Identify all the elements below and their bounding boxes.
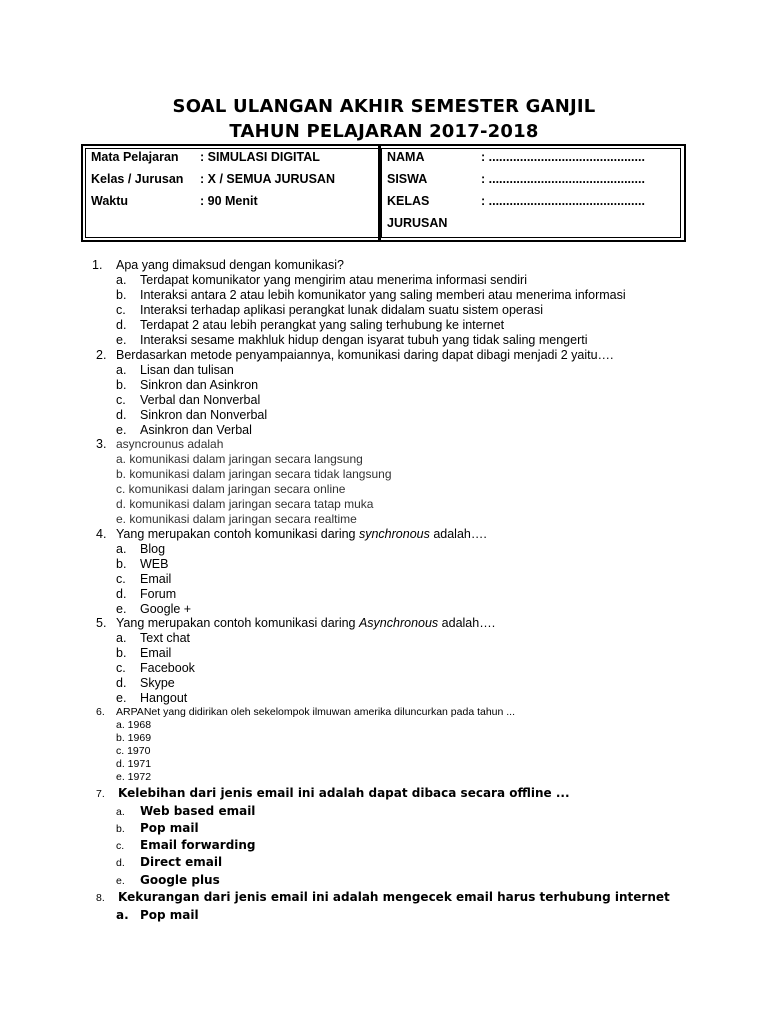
option-letter: e. [116,333,127,347]
page-subtitle: TAHUN PELAJARAN 2017-2018 [229,121,539,142]
option-letter: c. [116,303,126,317]
question-text: Berdasarkan metode penyampaiannya, komunikasi daring dapat dibagi menjadi 2 yaitu…. [116,348,614,362]
subject-label: Mata Pelajaran [91,150,179,164]
option-letter: a. [116,631,127,645]
student-label: SISWA [387,172,428,186]
option-letter: e. [116,602,127,616]
option-text: Forum [140,587,177,601]
option-text: Interaksi sesame makhluk hidup dengan isyarat tubuh yang tidak saling mengerti [140,333,588,347]
option-text: Pop mail [140,821,199,835]
option-text: Terdapat 2 atau lebih perangkat yang saling terhubung ke internet [140,318,505,332]
option-text: Sinkron dan Nonverbal [140,408,268,422]
option-letter: b. [116,557,127,571]
class-value: : X / SEMUA JURUSAN [200,172,335,186]
option-text: Sinkron dan Asinkron [140,378,259,392]
option-text: Google plus [140,873,220,887]
question-number: 6. [96,706,105,718]
option-letter: d. [116,408,127,422]
option-text: c. komunikasi dalam jaringan secara online [116,482,346,496]
class-label: Kelas / Jurusan [91,172,184,186]
option-letter: b. [116,823,125,835]
option-text: Asinkron dan Verbal [140,423,252,437]
option-letter: e. [116,875,125,887]
option-text: d. 1971 [116,758,152,770]
option-text: Web based email [140,804,256,818]
name-field: : ............................................. [481,150,645,164]
question-text: Apa yang dimaksud dengan komunikasi? [116,258,344,272]
question-text: Yang merupakan contoh komunikasi daring synchronous adalah…. [116,527,487,541]
option-text: Email [140,646,172,660]
jurusan-label: JURUSAN [387,216,448,230]
question-text: asyncrounus adalah [116,437,224,451]
option-letter: b. [116,288,127,302]
option-letter: c. [116,661,126,675]
option-text: Pop mail [140,908,199,922]
question-number: 3. [96,437,107,451]
option-letter: b. [116,378,127,392]
option-letter: d. [116,587,127,601]
option-letter: a. [116,542,127,556]
option-text: a. komunikasi dalam jaringan secara langsung [116,452,363,466]
option-letter: e. [116,423,127,437]
option-text: Interaksi antara 2 atau lebih komunikator yang saling memberi atau menerima informasi [140,288,626,302]
option-text: Facebook [140,661,195,675]
question-number: 4. [96,527,107,541]
option-text: e. komunikasi dalam jaringan secara realtime [116,512,357,526]
question-number: 7. [96,788,105,800]
option-text: Google + [140,602,192,616]
option-letter: a. [116,363,127,377]
page-title: SOAL ULANGAN AKHIR SEMESTER GANJIL [172,96,596,117]
kelas-label: KELAS [387,194,430,208]
option-letter: a. [116,806,125,818]
option-text: d. komunikasi dalam jaringan secara tatap muka [116,497,374,511]
option-text: e. 1972 [116,771,152,783]
option-text: Hangout [140,691,188,705]
option-letter: c. [116,840,125,852]
subject-value: : SIMULASI DIGITAL [200,150,320,164]
option-letter: a. [116,908,129,922]
option-letter: c. [116,572,126,586]
option-letter: e. [116,691,127,705]
option-text: Text chat [140,631,191,645]
question-number: 8. [96,892,105,904]
question-text: Kelebihan dari jenis email ini adalah dapat dibaca secara offline ... [118,786,570,800]
option-text: Skype [140,676,175,690]
option-text: Lisan dan tulisan [140,363,234,377]
option-text: Email [140,572,172,586]
option-text: Direct email [140,855,223,869]
option-text: Terdapat komunikator yang mengirim atau menerima informasi sendiri [140,273,527,287]
info-divider [378,146,381,240]
question-text: Kekurangan dari jenis email ini adalah mengecek email harus terhubung internet [118,890,670,904]
option-letter: d. [116,676,127,690]
option-letter: d. [116,857,125,869]
name-label: NAMA [387,150,425,164]
option-text: Interaksi terhadap aplikasi perangkat lunak didalam suatu sistem operasi [140,303,544,317]
question-number: 1. [92,258,103,272]
option-text: b. komunikasi dalam jaringan secara tidak langsung [116,467,392,481]
option-text: Email forwarding [140,838,256,852]
question-text: ARPANet yang didirikan oleh sekelompok ilmuwan amerika diluncurkan pada tahun ... [116,706,516,718]
time-label: Waktu [91,194,129,208]
option-letter: b. [116,646,127,660]
time-value: : 90 Menit [200,194,258,208]
option-text: b. 1969 [116,732,152,744]
question-text: Yang merupakan contoh komunikasi daring Asynchronous adalah…. [116,616,496,630]
kelas-field: : ............................................. [481,194,645,208]
question-number: 5. [96,616,107,630]
option-text: c. 1970 [116,745,151,757]
option-text: WEB [140,557,169,571]
student-field: : ............................................. [481,172,645,186]
option-text: a. 1968 [116,719,152,731]
question-number: 2. [96,348,107,362]
option-letter: c. [116,393,126,407]
option-text: Verbal dan Nonverbal [140,393,261,407]
option-letter: a. [116,273,127,287]
option-letter: d. [116,318,127,332]
option-text: Blog [140,542,166,556]
